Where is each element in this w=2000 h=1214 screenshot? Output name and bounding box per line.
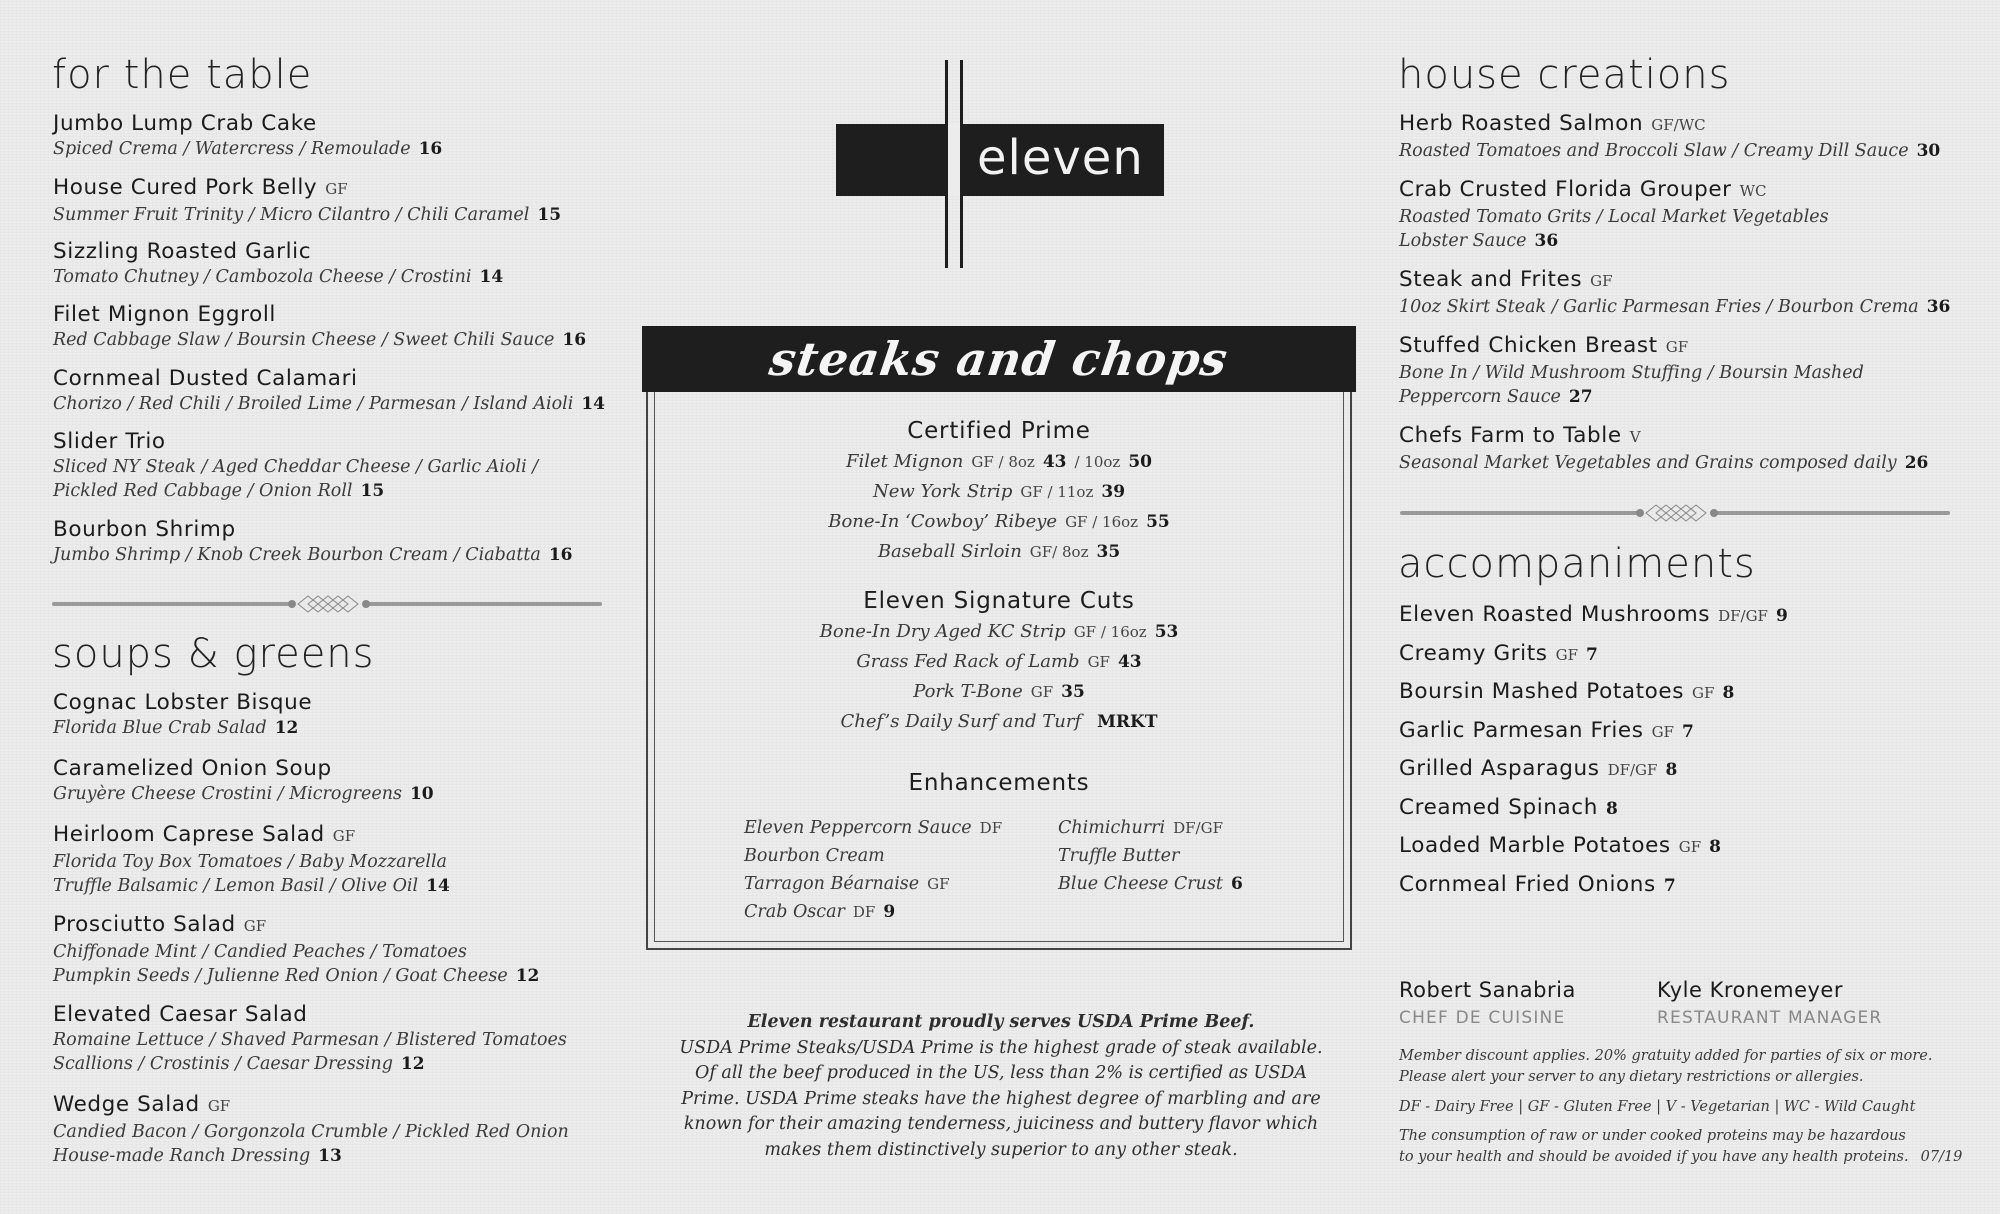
side-tag: GF (1678, 838, 1702, 856)
menu-item (53, 1091, 569, 1168)
item-desc: Lobster Sauce (1399, 231, 1527, 251)
enhancement-item (744, 816, 1002, 840)
item-name: House Cured Pork Belly (53, 175, 318, 200)
enh-tag: DF/GF (1173, 819, 1224, 837)
menu-item (53, 821, 450, 898)
item-name: Herb Roasted Salmon (1399, 111, 1644, 136)
cut-tag: GF / 16oz (1073, 623, 1147, 641)
cut-price: 35 (1096, 542, 1121, 562)
staff-name: Robert Sanabria (1399, 978, 1576, 1002)
menu-item (1399, 110, 1940, 163)
cut-item (642, 540, 1356, 564)
item-name: Crab Crusted Florida Grouper (1399, 177, 1732, 202)
cut-item (642, 680, 1356, 704)
cut-name: Bone-In Dry Aged KC Strip (819, 621, 1066, 642)
cut-tag: GF (1087, 653, 1110, 671)
subsection-signature-cuts: Eleven Signature Cuts (863, 588, 1135, 614)
side-tag: DF/GF (1718, 607, 1768, 625)
enh-name: Tarragon Béarnaise (744, 874, 920, 894)
item-tag: GF (332, 827, 356, 845)
usda-line: makes them distinctively superior to any other steak. (764, 1139, 1238, 1160)
menu-item (1399, 422, 1928, 475)
item-desc: Spiced Crema / Watercress / Remoulade (53, 139, 411, 159)
enh-tag: DF (852, 903, 876, 921)
note-line: Member discount applies. 20% gratuity added for parties of six or more. (1399, 1048, 1933, 1064)
item-desc: Chiffonade Mint / Candied Peaches / Tomatoes (53, 942, 467, 962)
enhancement-item (1058, 872, 1243, 896)
cut-price: 39 (1101, 482, 1126, 502)
side-item (1399, 794, 1618, 823)
side-price: 7 (1663, 876, 1677, 896)
item-price: 15 (360, 481, 385, 501)
cut-name: Chef’s Daily Surf and Turf (840, 711, 1082, 732)
menu-item (1399, 176, 1829, 253)
cut-name: Bone-In ‘Cowboy’ Ribeye (828, 511, 1058, 532)
menu-item (53, 516, 573, 567)
enh-price: 6 (1230, 874, 1243, 894)
ornament-divider (52, 594, 602, 614)
item-price: 15 (537, 205, 562, 225)
menu-item (53, 1001, 567, 1076)
menu-item (53, 238, 503, 289)
item-desc: Candied Bacon / Gorgonzola Crumble / Pickled Red Onion (53, 1122, 569, 1142)
enhancement-item (744, 844, 885, 868)
note-line: Please alert your server to any dietary restrictions or allergies. (1399, 1068, 1864, 1085)
side-name: Garlic Parmesan Fries (1399, 718, 1644, 743)
cut-tag: GF / 11oz (1020, 483, 1094, 501)
subsection-enhancements: Enhancements (908, 770, 1090, 796)
cut-price: 43 (1117, 652, 1142, 672)
cut-price: MRKT (1097, 712, 1158, 732)
item-price: 10 (409, 784, 434, 804)
cut-item (642, 510, 1356, 534)
side-item (1399, 755, 1678, 784)
item-tag: GF (243, 917, 267, 935)
cut-price: 53 (1154, 622, 1179, 642)
item-desc: Seasonal Market Vegetables and Grains composed daily (1399, 453, 1897, 473)
item-price: 14 (581, 394, 606, 414)
item-name: Wedge Salad (53, 1092, 200, 1117)
menu-item (53, 689, 312, 740)
item-tag: GF (207, 1097, 231, 1115)
menu-item (53, 301, 586, 352)
item-desc: House-made Ranch Dressing (53, 1146, 311, 1166)
side-price: 7 (1681, 722, 1695, 742)
item-desc: Florida Toy Box Tomatoes / Baby Mozzarella (53, 852, 447, 872)
side-price: 7 (1585, 645, 1599, 665)
subsection-certified-prime: Certified Prime (907, 418, 1091, 444)
cut-name: Grass Fed Rack of Lamb (856, 651, 1080, 672)
banner-title: steaks and chops (766, 332, 1232, 386)
item-desc: Bone In / Wild Mushroom Stuffing / Boursin Mashed (1399, 363, 1864, 383)
item-tag: V (1629, 428, 1641, 446)
item-desc: Roasted Tomato Grits / Local Market Vegetables (1399, 207, 1829, 227)
usda-line: Prime. USDA Prime steaks have the highest degree of marbling and are (681, 1088, 1321, 1109)
item-tag: GF/WC (1651, 116, 1706, 134)
side-item (1399, 717, 1694, 746)
item-name: Cornmeal Dusted Calamari (53, 366, 358, 391)
enhancement-item (744, 872, 950, 896)
steaks-banner (642, 326, 1356, 392)
menu-item (53, 755, 434, 806)
item-name: Stuffed Chicken Breast (1399, 333, 1658, 358)
cut-name: Filet Mignon (846, 451, 964, 472)
item-desc: Florida Blue Crab Salad (53, 718, 267, 738)
item-name: Jumbo Lump Crab Cake (53, 111, 317, 136)
cut-tag: GF (1030, 683, 1054, 701)
item-name: Heirloom Caprese Salad (53, 822, 325, 847)
cut-name: Pork T-Bone (913, 681, 1023, 702)
cut-tag: GF / 16oz (1065, 513, 1139, 531)
enhancement-item (1058, 816, 1223, 840)
item-tag: GF (1665, 338, 1689, 356)
item-desc: Scallions / Crostinis / Caesar Dressing (53, 1054, 393, 1074)
side-item (1399, 601, 1788, 630)
menu-item (53, 428, 538, 503)
enhancement-item (1058, 844, 1179, 868)
enh-name: Crab Oscar (744, 902, 845, 922)
item-price: 36 (1926, 297, 1951, 317)
item-price: 30 (1916, 141, 1941, 161)
item-name: Bourbon Shrimp (53, 517, 236, 542)
cut-item (642, 710, 1356, 734)
menu-item (53, 174, 561, 227)
item-name: Sizzling Roasted Garlic (53, 239, 312, 264)
side-price: 8 (1722, 683, 1735, 703)
item-desc: Pumpkin Seeds / Julienne Red Onion / Goat Cheese (53, 966, 508, 986)
item-price: 36 (1534, 231, 1559, 251)
item-price: 12 (274, 718, 299, 738)
section-title-house-creations: house creations (1398, 52, 1731, 98)
item-tag: WC (1739, 182, 1767, 200)
item-tag: GF (325, 180, 348, 198)
item-desc: Peppercorn Sauce (1399, 387, 1561, 407)
side-price: 9 (1775, 606, 1789, 626)
usda-line: known for their amazing tenderness, juiciness and buttery flavor which (683, 1114, 1319, 1135)
enh-name: Eleven Peppercorn Sauce (744, 818, 972, 838)
cut-price: 50 (1128, 452, 1152, 472)
item-desc: 10oz Skirt Steak / Garlic Parmesan Fries / Bourbon Crema (1399, 297, 1919, 317)
item-name: Elevated Caesar Salad (53, 1002, 308, 1027)
item-price: 13 (318, 1146, 342, 1166)
item-price: 16 (418, 139, 443, 159)
item-desc: Roasted Tomatoes and Broccoli Slaw / Creamy Dill Sauce (1399, 141, 1909, 161)
item-name: Chefs Farm to Table (1399, 423, 1622, 448)
staff-role: RESTAURANT MANAGER (1657, 1008, 1883, 1028)
enh-tag: DF (979, 819, 1003, 837)
item-price: 12 (515, 966, 540, 986)
item-price: 14 (479, 267, 504, 287)
side-item (1399, 871, 1676, 900)
side-name: Eleven Roasted Mushrooms (1399, 602, 1711, 627)
cut-price: 55 (1146, 512, 1170, 532)
item-desc: Summer Fruit Trinity / Micro Cilantro / Chili Caramel (53, 205, 530, 225)
enh-tag: GF (927, 875, 950, 893)
health-warning (1399, 1126, 1962, 1167)
item-price: 27 (1568, 387, 1593, 407)
side-name: Grilled Asparagus (1399, 756, 1600, 781)
usda-line: USDA Prime Steaks/USDA Prime is the highest grade of steak available. (679, 1037, 1323, 1058)
cut-tag: GF/ 8oz (1029, 543, 1089, 561)
item-desc: Chorizo / Red Chili / Broiled Lime / Parmesan / Island Aioli (53, 394, 574, 414)
side-tag: GF (1555, 646, 1578, 664)
side-price: 8 (1709, 837, 1722, 857)
side-name: Creamed Spinach (1399, 795, 1598, 820)
side-tag: DF/GF (1607, 761, 1658, 779)
item-desc: Tomato Chutney / Cambozola Cheese / Crostini (53, 267, 472, 287)
usda-note (676, 1010, 1326, 1164)
enhancement-item (744, 900, 895, 924)
item-tag: GF (1590, 272, 1613, 290)
item-name: Prosciutto Salad (53, 912, 236, 937)
item-price: 16 (562, 330, 587, 350)
side-item (1399, 832, 1722, 861)
item-name: Filet Mignon Eggroll (53, 302, 277, 327)
item-desc: Truffle Balsamic / Lemon Basil / Olive Oil (53, 876, 419, 896)
usda-headline: Eleven restaurant proudly serves USDA Prime Beef. (747, 1012, 1255, 1032)
cut-item (642, 620, 1356, 644)
section-title-soups-greens: soups & greens (52, 631, 375, 677)
cut-item (642, 450, 1356, 474)
cut-tag: / 10oz (1074, 453, 1121, 471)
menu-item (1399, 266, 1950, 319)
side-name: Cornmeal Fried Onions (1399, 872, 1656, 897)
staff-role: CHEF DE CUISINE (1399, 1008, 1566, 1028)
enh-name: Chimichurri (1058, 818, 1166, 838)
ornament-divider (1400, 503, 1950, 523)
item-desc: Jumbo Shrimp / Knob Creek Bourbon Cream / Ciabatta (53, 545, 541, 565)
side-item (1399, 678, 1735, 707)
enh-price: 9 (883, 902, 896, 922)
item-desc: Pickled Red Cabbage / Onion Roll (53, 481, 353, 501)
logo-text: eleven (977, 130, 1144, 186)
eleven-logo (836, 60, 1164, 270)
item-name: Slider Trio (53, 429, 166, 454)
cut-price: 43 (1042, 452, 1067, 472)
section-title-accompaniments: accompaniments (1398, 541, 1756, 587)
item-name: Steak and Frites (1399, 267, 1583, 292)
side-name: Boursin Mashed Potatoes (1399, 679, 1685, 704)
item-desc: Romaine Lettuce / Shaved Parmesan / Blistered Tomatoes (53, 1030, 567, 1050)
item-name: Caramelized Onion Soup (53, 756, 332, 781)
diet-legend: DF - Dairy Free | GF - Gluten Free | V - Vegetarian | WC - Wild Caught (1399, 1099, 1916, 1115)
side-tag: GF (1651, 723, 1674, 741)
enh-name: Blue Cheese Crust (1058, 874, 1223, 894)
menu-item (1399, 332, 1864, 409)
item-desc: Gruyère Cheese Crostini / Microgreens (53, 784, 402, 804)
side-price: 8 (1605, 799, 1619, 819)
usda-line: Of all the beef produced in the US, less than 2% is certified as USDA (695, 1063, 1307, 1084)
item-price: 14 (426, 876, 450, 896)
item-price: 12 (400, 1054, 425, 1074)
side-name: Creamy Grits (1399, 641, 1548, 666)
side-tag: GF (1692, 684, 1715, 702)
note-line: to your health and should be avoided if you have any health proteins. (1399, 1148, 1909, 1165)
cut-item (642, 480, 1356, 504)
steaks-and-chops-box (642, 326, 1356, 958)
note-line: The consumption of raw or under cooked proteins may be hazardous (1399, 1128, 1906, 1144)
section-title-for-the-table: for the table (52, 52, 313, 98)
menu-item (53, 911, 539, 988)
cut-tag: GF / 8oz (971, 453, 1035, 471)
side-price: 8 (1665, 760, 1678, 780)
menu-item (53, 110, 442, 161)
cut-name: New York Strip (872, 481, 1013, 502)
menu-item (53, 365, 605, 416)
discount-note (1399, 1046, 1932, 1087)
item-price: 16 (548, 545, 573, 565)
menu-date: 07/19 (1920, 1148, 1963, 1165)
staff-name: Kyle Kronemeyer (1657, 978, 1843, 1002)
side-name: Loaded Marble Potatoes (1399, 833, 1671, 858)
item-desc: Sliced NY Steak / Aged Cheddar Cheese / Garlic Aioli / (53, 457, 539, 477)
item-price: 26 (1904, 453, 1929, 473)
side-item (1399, 640, 1598, 669)
cut-price: 35 (1061, 682, 1085, 702)
enh-name: Bourbon Cream (744, 846, 885, 866)
cut-item (642, 650, 1356, 674)
item-desc: Red Cabbage Slaw / Boursin Cheese / Sweet Chili Sauce (53, 330, 555, 350)
enh-name: Truffle Butter (1058, 846, 1180, 866)
cut-name: Baseball Sirloin (877, 541, 1022, 562)
item-name: Cognac Lobster Bisque (53, 690, 313, 715)
